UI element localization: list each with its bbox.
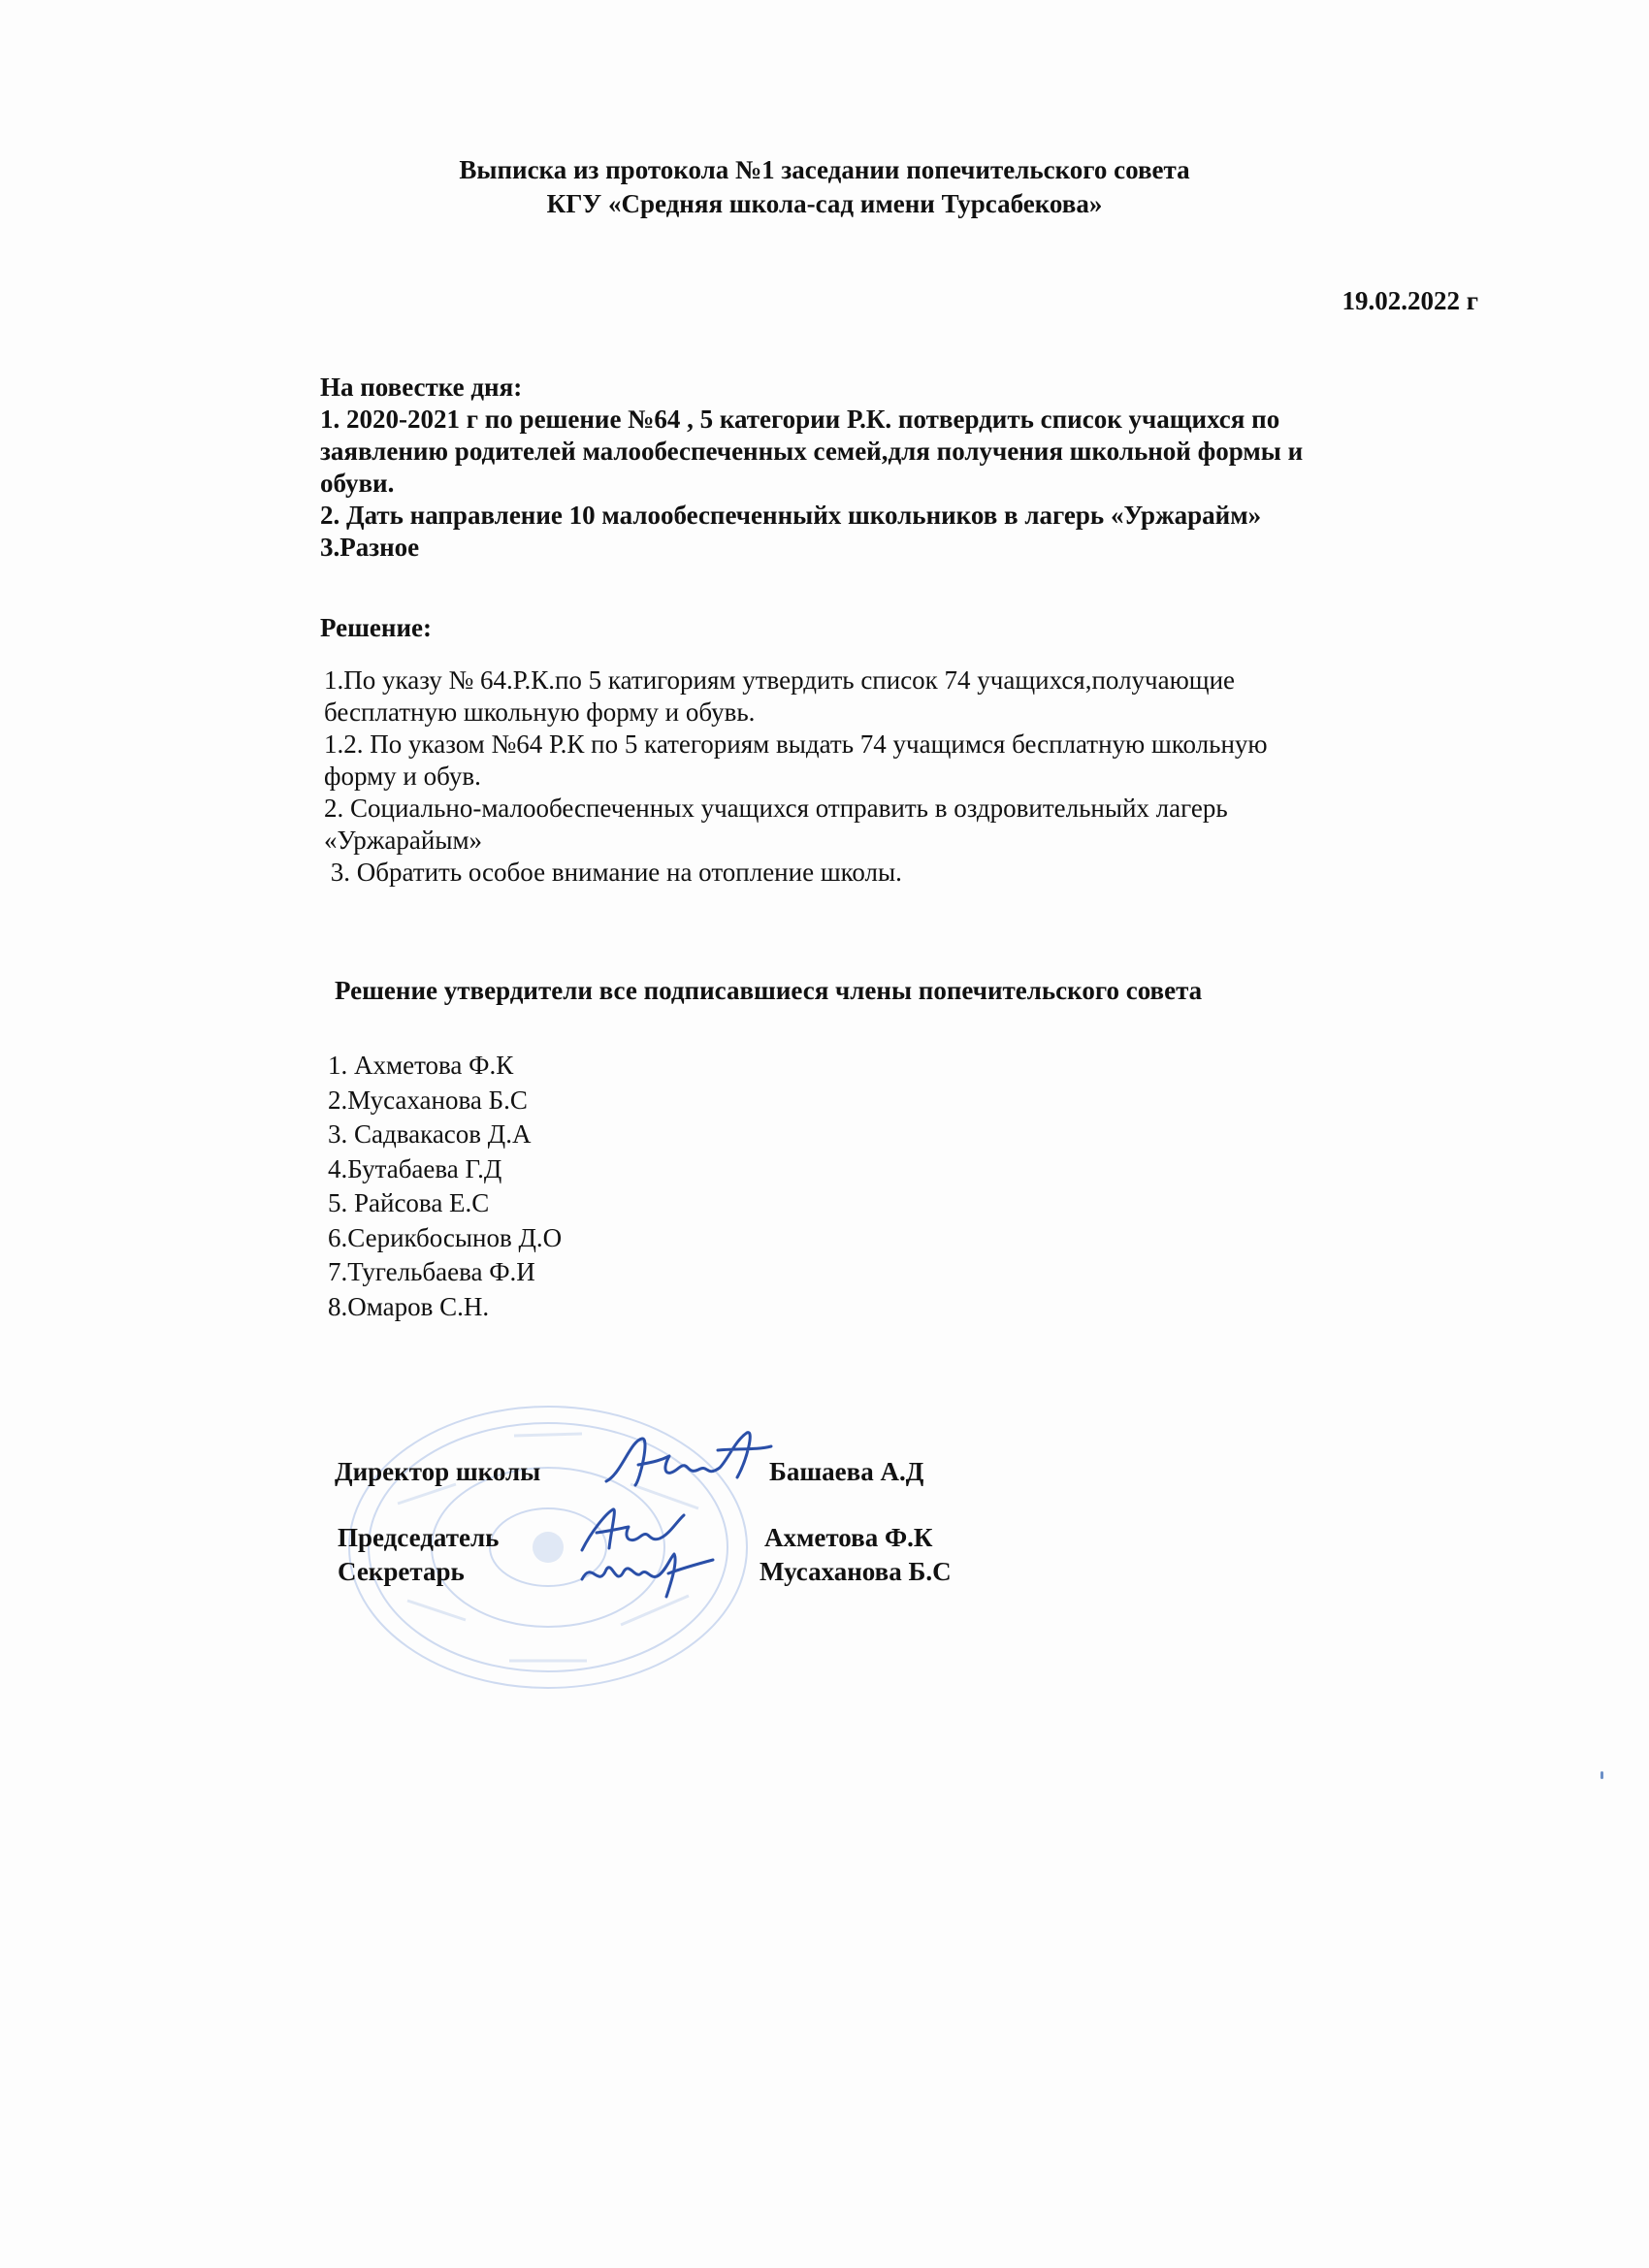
director-label: Директор школы <box>335 1457 541 1486</box>
decision-line: 2. Социально-малообеспеченных учащихся отправить в оздровительныйх лагерь <box>324 794 1228 823</box>
member-item: 3. Садвакасов Д.А <box>328 1119 532 1149</box>
decision-section <box>324 664 1478 889</box>
agenda-line: 3.Разное <box>320 533 420 562</box>
decision-line: 1.По указу № 64.Р.К.по 5 катигориям утвердить список 74 учащихся,получающие <box>324 665 1236 695</box>
agenda-heading: На повестке дня: <box>320 373 523 402</box>
approval-statement: Решение утвердители все подписавшиеся члены попечительского совета <box>335 976 1203 1005</box>
scan-mark <box>1600 1771 1603 1779</box>
agenda-line: 1. 2020-2021 г по решение №64 , 5 категории Р.К. потвердить список учащихся по <box>320 405 1280 434</box>
secretary-name: Мусаханова Б.С <box>760 1557 952 1586</box>
document-date: 19.02.2022 г <box>1342 286 1478 315</box>
member-item: 1. Ахметова Ф.К <box>328 1051 514 1080</box>
member-item: 4.Бутабаева Г.Д <box>328 1153 502 1183</box>
member-item: 8.Омаров С.Н. <box>328 1291 490 1321</box>
title-line-1: Выписка из протокола №1 заседании попечительского совета <box>459 155 1190 184</box>
secretary-signature <box>577 1550 718 1604</box>
members-list <box>328 1049 562 1324</box>
decision-line: форму и обув. <box>324 761 481 791</box>
chair-label: Председатель <box>338 1523 500 1552</box>
member-item: 7.Тугельбаева Ф.И <box>328 1257 535 1286</box>
title-line-2: КГУ «Средняя школа-сад имени Турсабекова» <box>546 189 1103 218</box>
decision-heading: Решение: <box>320 613 432 642</box>
decision-line: «Уржарайым» <box>324 826 483 855</box>
chair-name: Ахметова Ф.К <box>764 1523 933 1552</box>
agenda-line: 2. Дать направление 10 малообеспеченныйх школьников в лагерь «Уржарайм» <box>320 501 1262 530</box>
member-item: 6.Серикбосынов Д.О <box>328 1222 563 1252</box>
agenda-line: обуви. <box>320 469 395 498</box>
agenda-line: заявлению родителей малообеспеченных семей,для получения школьной формы и <box>320 437 1304 466</box>
member-item: 2.Мусаханова Б.С <box>328 1085 528 1115</box>
decision-line: 1.2. По указом №64 Р.К по 5 категориям выдать 74 учащимся бесплатную школьную <box>324 729 1268 759</box>
decision-line: бесплатную школьную форму и обувь. <box>324 697 756 727</box>
agenda-section <box>320 372 1474 564</box>
director-signature <box>601 1421 776 1499</box>
director-name: Башаева А.Д <box>769 1457 924 1486</box>
member-item: 5. Райсова Е.С <box>328 1188 490 1217</box>
decision-line: 3. Обратить особое внимание на отопление школы. <box>324 858 902 887</box>
document-title <box>0 153 1649 221</box>
secretary-label: Секретарь <box>338 1557 465 1586</box>
